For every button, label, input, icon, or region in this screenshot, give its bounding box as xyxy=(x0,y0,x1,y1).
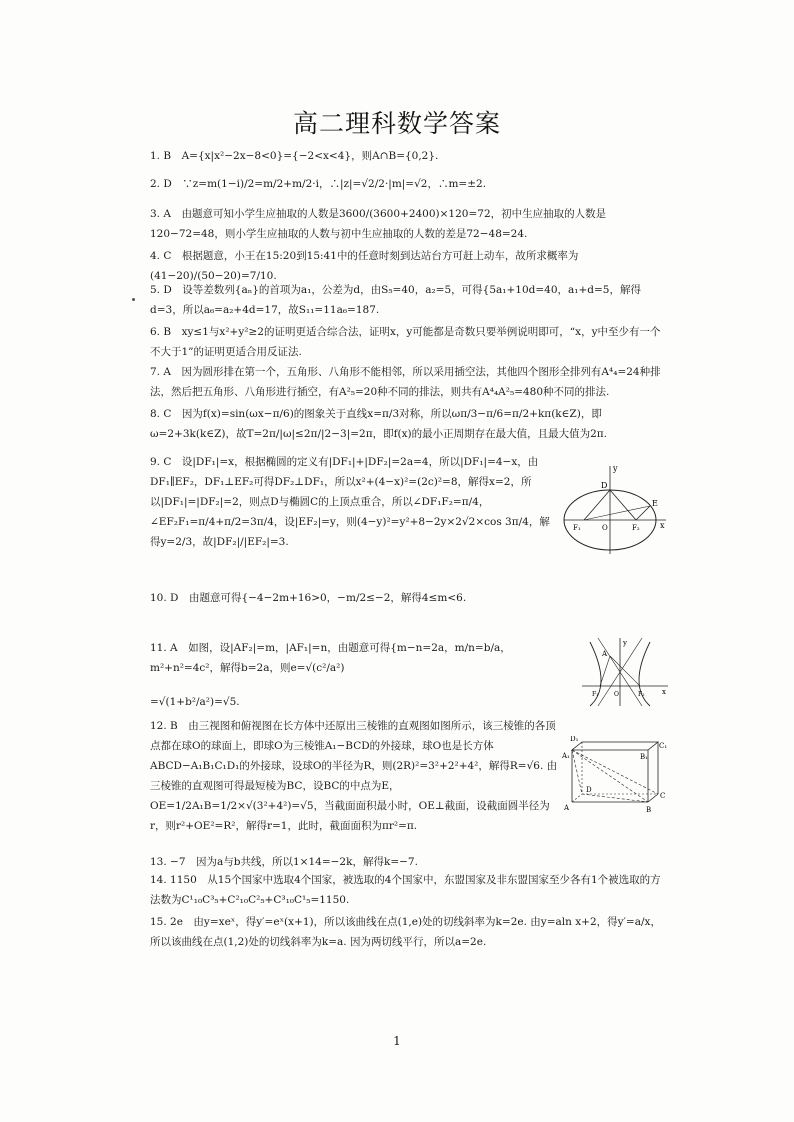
label-d: D xyxy=(601,481,608,490)
segment-af1 xyxy=(600,656,610,686)
label-f1: F₁ xyxy=(592,691,599,698)
answer-item-13: 13. −7 因为a与b共线，所以1×14=−2k，解得k=−7. xyxy=(150,856,418,868)
label-f2: F₂ xyxy=(632,524,640,532)
top-face xyxy=(572,742,658,750)
label-e: E xyxy=(652,499,658,508)
label-b1: B₁ xyxy=(640,753,648,761)
answer-item-1: 1. B A={x|x²−2x−8<0}={−2<x<4}，则A∩B={0,2}. xyxy=(150,150,439,162)
label-d1: D₁ xyxy=(570,736,579,743)
answer-item-5: 5. D 设等差数列{aₙ}的首项为a₁，公差为d，由S₅=40，a₂=5，可得{5a₁+10d=40，a₁+d=5，解得d=3，所以a₆=a₂+4d=17，故S₁₁=11a₆=187. xyxy=(150,284,641,316)
answer-item-2: 2. D ∵z=m(1−i)/2=m/2+m/2·i，∴|z|=√2/2·|m|=√2，∴m=±2. xyxy=(150,178,487,190)
label-o: O xyxy=(602,524,608,532)
answer-item-7: 7. A 因为圆形排在第一个，五角形、八角形不能相邻，所以采用插空法，其他四个图形全排列有A⁴₄=24种排法，然后把五角形、八角形进行插空，有A²₅=20种不同的排法，则共有A⁴₄A²₅=480种不同的排法. xyxy=(150,366,661,398)
label-f2: F₂ xyxy=(638,691,645,698)
answer-item-4: 4. C 根据题意，小王在15:20到15:41中的任意时刻到达站台方可赶上动车，故所求概率为(41−20)/(50−20)=7/10. xyxy=(150,250,579,282)
label-o: O xyxy=(614,691,619,698)
answer-item-14: 14. 1150 从15个国家中选取4个国家，被选取的4个国家中，东盟国家及非东盟国家至少各有1个被选取的方法数为C¹₁₀C³₅+C²₁₀C²₅+C³₁₀C¹₅=1150. xyxy=(150,874,661,906)
scan-mark xyxy=(132,298,135,301)
label-c1: C₁ xyxy=(659,742,668,750)
cuboid-figure xyxy=(562,736,670,814)
label-d: D xyxy=(586,786,592,794)
edge-ad xyxy=(572,794,582,802)
answer-item-8: 8. C 因为f(x)=sin(ωx−π/6)的图象关于直线x=π/3对称，所以ωπ/3−π/6=π/2+kπ(k∈Z)，即ω=2+3k(k∈Z)，故T=2π/|ω|≤2π/|2−3|=2π，即f(x)的最小正周期存在最大值，且最大值为2π. xyxy=(150,408,608,440)
ellipse-figure xyxy=(560,462,670,558)
segment-ef2 xyxy=(636,506,650,520)
answer-item-6: 6. B xy≤1与x²+y²≥2的证明更适合综合法，证明x，y可能都是奇数只要举例说明即可，“x，y中至少有一个不大于1”的证明更适合用反证法. xyxy=(150,326,661,358)
segment-df2 xyxy=(610,490,636,520)
label-x: x xyxy=(660,521,665,530)
page-title: 高二理科数学答案 xyxy=(292,109,501,138)
label-f1: F₁ xyxy=(573,524,581,532)
answer-item-9: 9. C 设|DF₁|=x，根据椭圆的定义有|DF₁|+|DF₂|=2a=4，所以|DF₁|=4−x，由DF₁∥EF₂，DF₁⊥EF₂可得DF₂⊥DF₁，所以x²+(4−x)²=(2c)²=8，解得x=2，所以|DF₁|=|DF₂|=2，则点D与椭圆C的上顶点重合，所以∠DF₁F₂=π/4，∠EF₂F₁=π/4+π/2=3π/4，设|EF₂|=y，则(4−y)²=y²+8−2y×2√2×cos 3π/4，解得y=2/3，故|DF₂|/|EF₂|=3. xyxy=(150,456,550,548)
answer-item-11: 11. A 如图，设|AF₂|=m，|AF₁|=n，由题意可得{m−n=2a，m/n=b/a，m²+n²=4c²，解得b=2a，则e=√(c²/a²) xyxy=(150,642,511,674)
answer-item-11-result: =√(1+b²/a²)=√5. xyxy=(150,696,240,708)
answer-item-10: 10. D 由题意可得{−4−2m+16>0，−m/2≤−2，解得4≤m<6. xyxy=(150,592,467,604)
label-y: y xyxy=(623,639,627,647)
label-a: A xyxy=(602,650,608,658)
label-x: x xyxy=(662,688,666,696)
answer-item-12: 12. B 由三视图和俯视图在长方体中还原出三棱锥的直观图如图所示，该三棱锥的各顶点都在球O的球面上，即球O为三棱锥A₁−BCD的外接球，球O也是长方体ABCD−A₁B₁C₁D₁的外接球，设球O的半径为R，则(2R)²=3²+2²+4²，解得R=√6. 由三棱锥的直观图可得最短棱为BC，设BC的中点为E，OE=1/2A₁B=1/2×√(3²+4²)=√5，当截面面积最小时，OE⊥截面，设截面圆半径为r，则r²+OE²=R²，解得r=1，此时，截面面积为πr²=π. xyxy=(150,720,558,832)
label-a: A xyxy=(564,804,570,812)
edge-bc xyxy=(648,794,658,802)
segment-af2 xyxy=(610,656,640,686)
label-y: y xyxy=(613,464,618,473)
label-b: B xyxy=(646,806,652,814)
page-number: 1 xyxy=(393,1034,401,1048)
answer-item-3: 3. A 由题意可知小学生应抽取的人数是3600/(3600+2400)×120=72，初中生应抽取的人数是120−72=48，则小学生应抽取的人数与初中生应抽取的人数的差是72−48=24. xyxy=(150,208,607,240)
label-c: C xyxy=(660,792,666,800)
edge-a1d xyxy=(572,750,582,794)
hyperbola-figure xyxy=(580,636,670,708)
label-a1: A₁ xyxy=(562,752,570,760)
answer-item-15: 15. 2e 由y=xeˣ，得y′=eˣ(x+1)，所以该曲线在点(1,e)处的切线斜率为k=2e. 由y=aln x+2，得y′=a/x，所以该曲线在点(1,2)处的切线斜率为k=a. 因为两切线平行，所以a=2e. xyxy=(150,916,661,948)
